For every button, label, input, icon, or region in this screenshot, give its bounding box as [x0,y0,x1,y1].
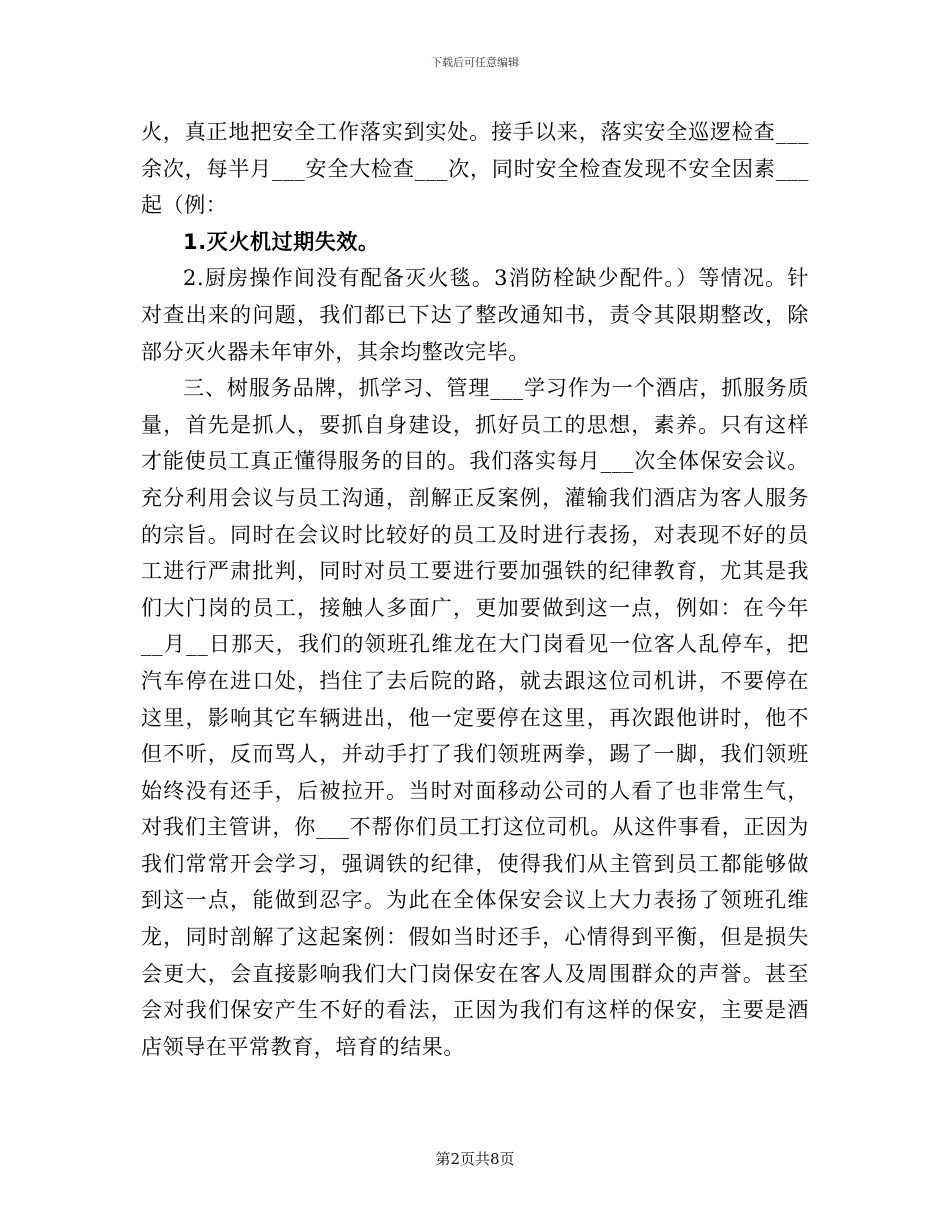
list-item-heading: 1.灭火机过期失效。 [183,229,380,254]
document-body [141,114,809,1065]
page-header: 下载后可任意编辑 [431,56,519,69]
body-paragraph: 2.厨房操作间没有配备灭火毯。3消防栓缺少配件。）等情况。针对查出来的问题，我们都已下达了整改通知书，责令其限期整改，除部分灭火器未年审外，其余均整改完毕。 [141,266,809,364]
page-number-footer: 第2页共8页 [435,1150,515,1168]
body-paragraph: 火，真正地把安全工作落实到实处。接手以来，落实安全巡逻检查___余次，每半月___安全大检查___次，同时安全检查发现不安全因素___起（例： [141,120,809,218]
body-paragraph: 三、树服务品牌，抓学习、管理___学习作为一个酒店，抓服务质量，首先是抓人，要抓自身建设，抓好员工的思想，素养。只有这样才能使员工真正懂得服务的目的。我们落实每月___次全体保安会议。充分利用会议与员工沟通，剖解正反案例，灌输我们酒店为客人服务的宗旨。同时在会议时比较好的员工及时进行表扬，对表现不好的员工进行严肃批判，同时对员工要进行要加强铁的纪律教育，尤其是我们大门岗的员工，接触人多面广，更加要做到这一点，例如：在今年__月__日那天，我们的领班孔维龙在大门岗看见一位客人乱停车，把汽车停在进口处，挡住了去后院的路，就去跟这位司机讲，不要停在这里，影响其它车辆进出，他一定要停在这里，再次跟他讲时，他不但不听，反而骂人，并动手打了我们领班两拳，踢了一脚，我们领班始终没有还手，后被拉开。当时对面移动公司的人看了也非常生气，对我们主管讲，你___不帮你们员工打这位司机。从这件事看，正因为我们常常开会学习，强调铁的纪律，使得我们从主管到员工都能够做到这一点，能做到忍字。为此在全体保安会议上大力表扬了领班孔维龙，同时剖解了这起案例：假如当时还手，心情得到平衡，但是损失会更大，会直接影响我们大门岗保安在客人及周围群众的声誉。甚至会对我们保安产生不好的看法，正因为我们有这样的保安，主要是酒店领导在平常教育，培育的结果。 [141,376,809,1059]
